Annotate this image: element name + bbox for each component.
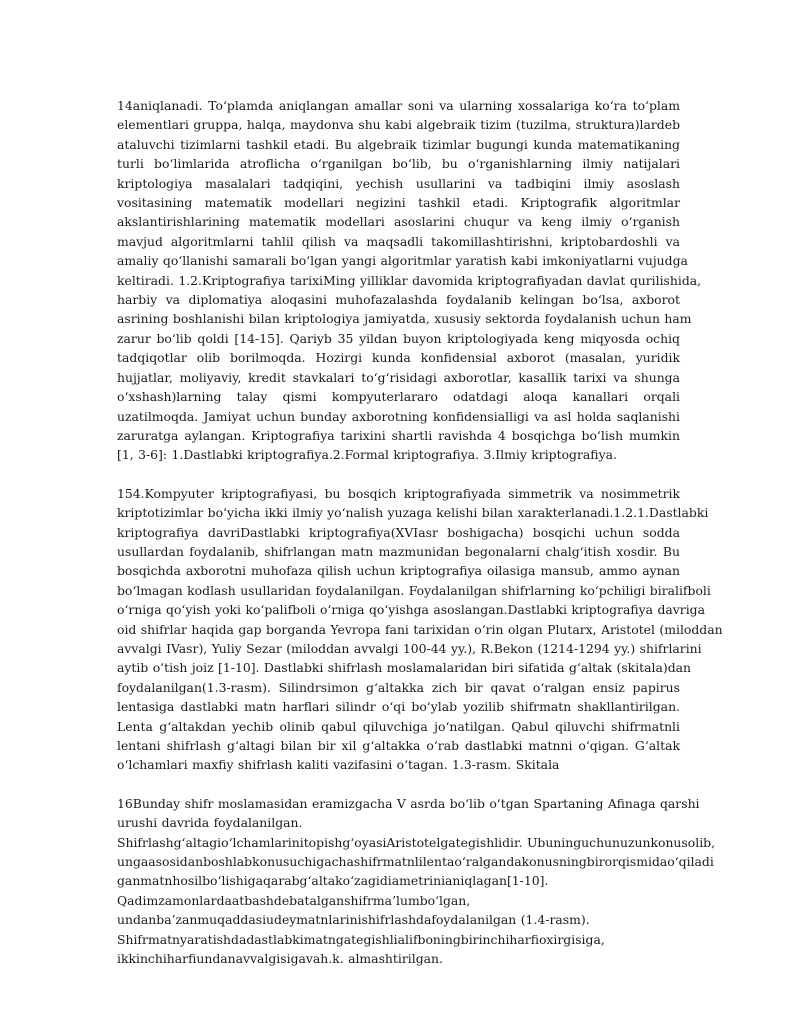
text-line: tadqiqotlar olib borilmoqda. Hozirgi kunda konfidensial axborot (masalan, yuridik [117, 350, 680, 366]
text-line: usullardan foydalanib, shifrlangan matn mazmunidan begonalarni chalg‘itish xosdir. Bu [117, 543, 680, 559]
text-line: ataluvchi tizimlarni tashkil etadi. Bu algebraik tizimlar bugungi kunda matematikaning [117, 136, 680, 152]
text-line: asrining boshlanishi bilan kriptologiya jamiyatda, xususiy sektorda foydalanish uchun ham [117, 311, 692, 327]
paragraph-1 [117, 96, 702, 465]
text-line: foydalanilgan(1.3-rasm). Silindrsimon g‘altakka zich bir qavat o‘ralgan ensiz papirus [117, 679, 680, 695]
text-line: [1, 3-6]: 1.Dastlabki kriptografiya.2.Formal kriptografiya. 3.Ilmiy kriptografiya. [117, 447, 617, 463]
text-line: lentani shifrlash g‘altagi bilan bir xil g‘altakka o‘rab dastlabki matnni o‘qigan. G‘altak [117, 738, 680, 753]
text-line: Shifrmatnyaratishdadastlabkimatngategishlialifboningbirinchiharfioxirgisiga, [117, 931, 605, 947]
text-line: kriptologiya masalalari tadqiqini, yechish usullarini va tadbiqini ilmiy asoslash [117, 175, 680, 191]
text-line: turli bo‘limlarida atroflicha o‘rganilgan bo‘lib, bu o‘rganishlarning ilmiy natijalari [117, 156, 680, 172]
text-line: urushi davrida foydalanilgan. [117, 815, 303, 831]
text-line: uzatilmoqda. Jamiyat uchun bunday axborotning konfidensialligi va asl holda saqlanishi [117, 408, 680, 424]
text-line: amaliy qo‘llanishi samarali bo‘lgan yangi algoritmlar yaratish kabi imkoniyatlarni vujudga [117, 253, 688, 269]
text-line: zaruratga aylangan. Kriptografiya tarixini shartli ravishda 4 bosqichga bo‘lish mumkin [117, 427, 680, 443]
text-line: vositasining matematik modellari negizini tashkil etadi. Kriptografik algoritmlar [117, 195, 680, 211]
text-line: kriptografiya davriDastlabki kriptografiya(XVIasr boshigacha) bosqichi uchun sodda [117, 524, 680, 540]
text-line: o‘rniga qo‘yish yoki ko‘palifboli o‘rniga qo‘yishga asoslangan.Dastlabki kriptografiya davriga [117, 602, 705, 618]
text-line: ganmatnhosilbo‘lishigaqarabg‘altako‘zagidiametrinianiqlagan[1-10]. [117, 873, 549, 889]
text-line: 14aniqlanadi. To‘plamda aniqlangan amallar soni va ularning xossalariga ko‘ra to‘plam [117, 98, 680, 113]
text-line: mavjud algoritmlarni tahlil qilish va maqsadli takomillashtirishni, kriptobardoshli va [117, 233, 680, 249]
text-line: bo‘lmagan kodlash usullaridan foydalanilgan. Foydalanilgan shifrlarning ko‘pchiligi biralifboli [117, 582, 711, 598]
text-line: oid shifrlar haqida gap borganda Yevropa fani tarixidan o‘rin olgan Plutarx, Aristotel (miloddan [117, 621, 723, 637]
text-line: ungaasosidanboshlabkonusuchigachashifrmatnlilentao‘ralgandakonusningbirorqismidao‘qiladi [117, 854, 714, 870]
text-line: zarur bo‘lib qoldi [14-15]. Qariyb 35 yildan buyon kriptologiyada keng miqyosda ochiq [117, 330, 680, 346]
text-line: o‘xshash)larning talay qismi kompyuterlararo odatdagi aloqa kanallari orqali [117, 389, 680, 405]
text-line: undanba’zanmuqaddasiudeymatnlarinishifrlashdafoydalanilgan (1.4-rasm). [117, 912, 590, 928]
text-line: 154.Kompyuter kriptografiyasi, bu bosqich kriptografiyada simmetrik va nosimmetrik [117, 485, 680, 501]
text-line: hujjatlar, moliyaviy, kredit stavkalari to‘g‘risidagi axborotlar, kasallik tarixi va shunga [117, 369, 680, 385]
text-line: Qadimzamonlardaatbashdebatalganshifrma’lumbo‘lgan, [117, 892, 471, 908]
paragraph-3 [117, 794, 716, 969]
text-line: harbiy va diplomatiya aloqasini muhofazalashda foydalanib kelingan bo‘lsa, axborot [117, 292, 680, 308]
paragraph-2 [117, 484, 723, 775]
text-line: keltiradi. 1.2.Kriptografiya tarixiMing yilliklar davomida kriptografiyadan davlat qurilishida, [117, 272, 702, 288]
text-line: Shifrlashg‘altagio‘lchamlarinitopishg‘oyasiAristotelgategishlidir. Ubuninguchunuzunkonusolib, [117, 834, 716, 850]
text-line: ikkinchiharfiundanavvalgisigavah.k. almashtirilgan. [117, 951, 443, 967]
text-line: 16Bunday shifr moslamasidan eramizgacha V asrda bo‘lib o‘tgan Spartaning Afinaga qarshi [117, 795, 700, 811]
text-line: lentasiga dastlabki matn harflari silindr o‘qi bo‘ylab yozilib shifrmatn shakllantirilgan. [117, 699, 680, 715]
text-line: bosqichda axborotni muhofaza qilish uchun kriptografiya oilasiga mansub, ammo aynan [117, 563, 680, 579]
text-line: o‘lchamlari maxfiy shifrlash kaliti vazifasini o‘tagan. 1.3-rasm. Skitala [117, 757, 560, 773]
text-line: Lenta g‘altakdan yechib olinib qabul qiluvchiga jo‘natilgan. Qabul qiluvchi shifrmatnli [117, 718, 680, 734]
text-line: akslantirishlarining matematik modellari asoslarini chuqur va keng ilmiy o‘rganish [117, 214, 680, 230]
text-line: avvalgi IVasr), Yuliy Sezar (miloddan avvalgi 100-44 yy.), R.Bekon (1214-1294 yy.) shifrlarini [117, 640, 702, 656]
text-line: aytib o‘tish joiz [1-10]. Dastlabki shifrlash moslamalaridan biri sifatida g‘altak (skitala)dan [117, 660, 692, 676]
text-line: elementlari gruppa, halqa, maydonva shu kabi algebraik tizim (tuzilma, struktura)lardeb [117, 117, 680, 133]
text-line: kriptotizimlar bo‘yicha ikki ilmiy yo‘nalish yuzaga kelishi bilan xarakterlanadi.1.2.1.Dastlabki [117, 505, 709, 521]
